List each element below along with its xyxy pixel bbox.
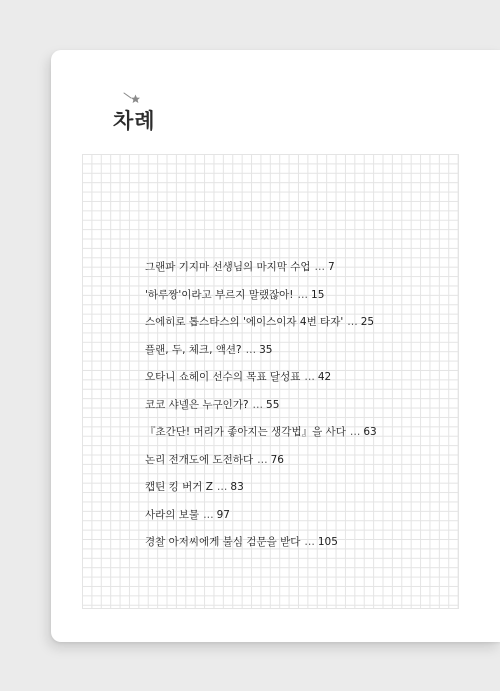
toc-entry-page-number: 83 bbox=[230, 481, 244, 493]
toc-entry-page-number: 15 bbox=[311, 288, 325, 301]
toc-entry bbox=[145, 394, 445, 422]
toc-entry bbox=[145, 284, 445, 312]
page-title: 차례 bbox=[113, 109, 156, 133]
toc-entry-page-number: 63 bbox=[363, 426, 377, 438]
toc-entry-separator: … bbox=[347, 316, 358, 328]
table-of-contents bbox=[145, 256, 445, 559]
toc-entry-title: 『초간단! 머리가 좋아지는 생각법』을 사다 bbox=[145, 426, 346, 438]
toc-entry bbox=[145, 476, 445, 504]
toc-entry-page-number: 7 bbox=[328, 261, 335, 273]
toc-entry-page-number: 76 bbox=[270, 453, 284, 466]
toc-entry-page-number: 105 bbox=[317, 536, 338, 548]
toc-entry-page-number: 97 bbox=[216, 508, 230, 521]
toc-entry bbox=[145, 449, 445, 477]
toc-entry bbox=[145, 339, 445, 367]
toc-entry-title: 오타니 쇼헤이 선수의 목표 달성표 bbox=[145, 371, 301, 383]
toc-entry bbox=[145, 504, 445, 532]
toc-entry bbox=[145, 256, 445, 284]
toc-entry-title: 캡틴 킹 버거 Z bbox=[145, 481, 213, 493]
toc-entry-page-number: 42 bbox=[317, 371, 332, 383]
toc-entry-page-number: 35 bbox=[259, 343, 273, 356]
toc-entry-separator: … bbox=[304, 536, 315, 548]
toc-entry-separator: … bbox=[203, 508, 214, 521]
toc-entry bbox=[145, 311, 445, 339]
toc-entry bbox=[145, 531, 445, 559]
star-wand-icon bbox=[123, 92, 143, 106]
toc-entry-separator: … bbox=[304, 371, 315, 383]
toc-entry-page-number: 25 bbox=[360, 316, 375, 328]
toc-entry-separator: … bbox=[252, 398, 264, 411]
toc-entry-separator: … bbox=[216, 481, 228, 493]
toc-entry bbox=[145, 421, 445, 449]
toc-entry-title: 논리 전개도에 도전하다 bbox=[145, 453, 254, 466]
toc-entry-separator: … bbox=[349, 426, 361, 438]
toc-entry-title: 경찰 아저씨에게 불심 검문을 받다 bbox=[145, 536, 301, 548]
toc-entry bbox=[145, 366, 445, 394]
toc-entry-separator: … bbox=[245, 343, 257, 356]
toc-entry-separator: … bbox=[314, 261, 325, 273]
toc-entry-page-number: 55 bbox=[266, 398, 280, 411]
toc-entry-title: 플랜, 두, 체크, 액션? bbox=[145, 343, 242, 356]
toc-entry-title: 코코 샤넬은 누구인가? bbox=[145, 398, 249, 411]
toc-entry-title: '하루짱'이라고 부르지 말랬잖아! bbox=[145, 288, 294, 301]
toc-entry-title: 스에히로 톱스타스의 '에이스이자 4번 타자' bbox=[145, 316, 344, 328]
toc-entry-title: 그랜파 기지마 선생님의 마지막 수업 bbox=[145, 261, 311, 273]
toc-entry-separator: … bbox=[297, 288, 309, 301]
toc-entry-title: 사라의 보물 bbox=[145, 508, 200, 521]
toc-entry-separator: … bbox=[257, 453, 268, 466]
